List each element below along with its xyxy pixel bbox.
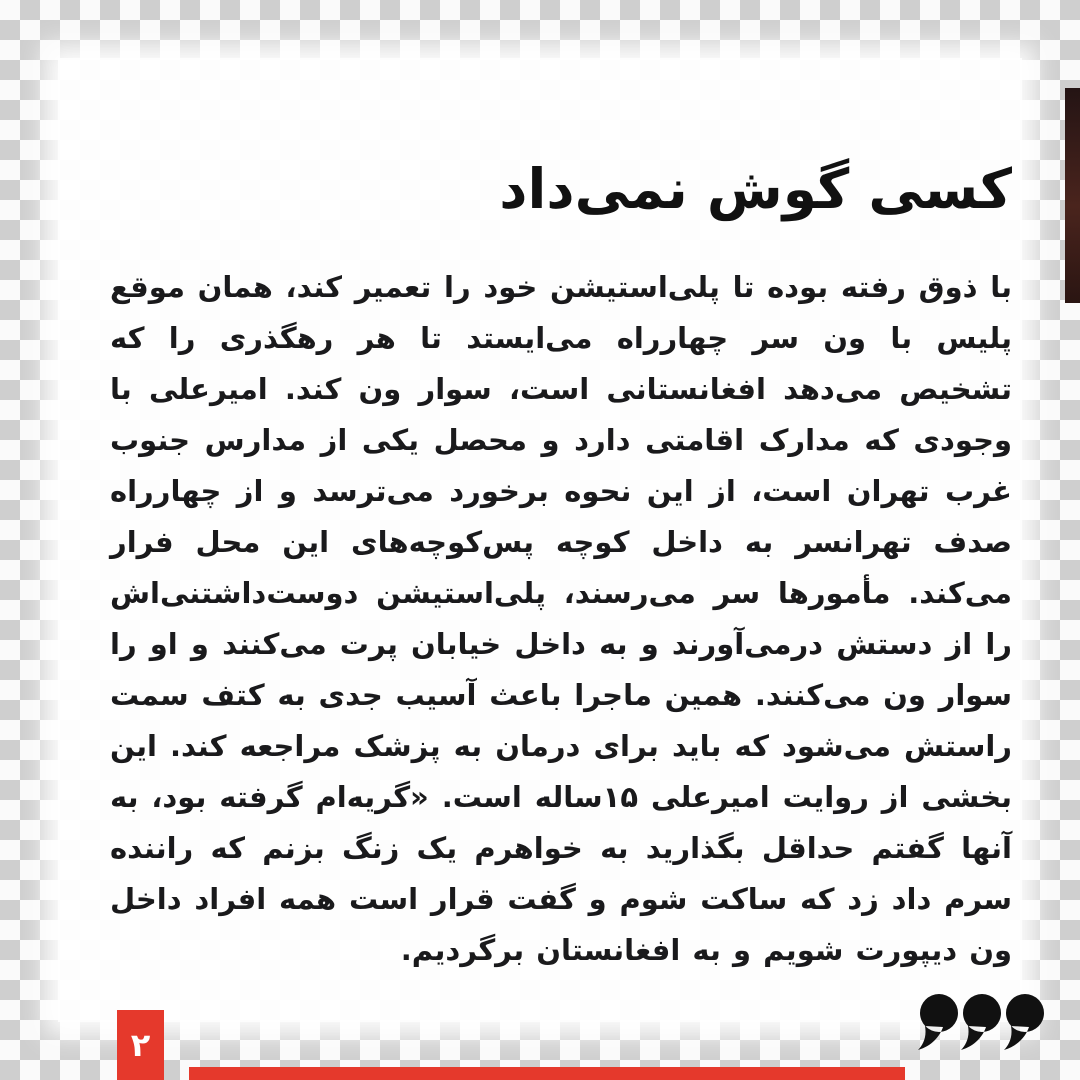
page-number-tab xyxy=(117,1010,164,1080)
page-number: ۲ xyxy=(130,1026,151,1064)
headline: کسی گوش نمی‌داد xyxy=(499,157,1012,221)
triple-comma-marks-icon xyxy=(918,994,1044,1050)
footer-red-bar xyxy=(189,1067,905,1080)
body-text: با ذوق رفته بوده تا پلی‌استیشن خود را تعمیر کند، همان موقع پلیس با ون سر چهارراه می‌ایستد تا هر رهگذری را که تشخیص می‌دهد افغانستانی است، سوار ون کند. امیرعلی با وجودی که مدارک اقامتی دارد و محصل یکی از مدارس جنوب غرب تهران است، از این نحوه برخورد می‌ترسد و از چهارراه صدف تهرانسر به داخل کوچه پس‌کوچه‌های این محل فرار می‌کند. مأمورها سر می‌رسند، پلی‌استیشن دوست‌داشتنی‌اش را از دستش درمی‌آورند و به داخل خیابان پرت می‌کنند و او را سوار ون می‌کنند. همین ماجرا باعث آسیب جدی به کتف سمت راستش می‌شود که باید برای درمان به پزشک مراجعه کند. این بخشی از روایت امیرعلی ۱۵ساله است. «گریه‌ام گرفته بود، به آنها گفتم حداقل بگذارید به خواهرم یک زنگ بزنم که راننده سرم داد زد که ساکت شوم و گفت قرار است همه افراد داخل ون دیپورت شویم و به افغانستان برگردیم. xyxy=(110,270,1012,967)
photo-edge-sliver xyxy=(1065,88,1080,303)
